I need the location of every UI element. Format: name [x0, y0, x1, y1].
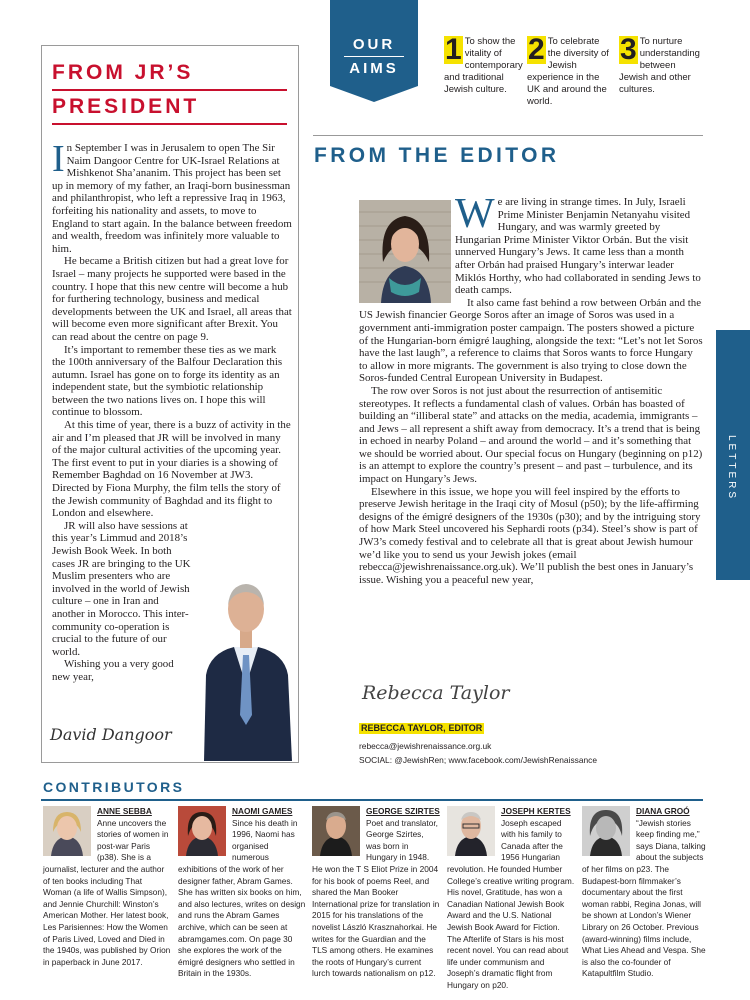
jr-paragraph-1 — [52, 138, 292, 255]
editor-paragraph-4: Elsewhere in this issue, we hope you will feel inspired by the efforts to preserve Jewish heritage in the Iraqi city of Mosul (p50); by the life-affirming designs of the émigré designers of the 1930s (p30); and by the intriguing story of how Mark Steel uncovered his Sephardi roots (p34). Steel’s show is part of JW3’s comedy festival and to celebrate all that is great about Jewish humour we’d like you to send us your Jewish jokes (email rebecca@jewishrenaissance.org.uk). We’ll publish the best ones in January’s issue. Wishing you a peaceful new year, — [359, 485, 701, 586]
jr-signature: David Dangoor — [50, 725, 172, 744]
editor-paragraph-text: e are living in strange times. In July, Israeli Prime Minister Benjamin Netanyahu visited Hungary, and was warmly greeted by Hungarian Prime Minister Viktor Orbán. But the visit unnerved Hungary’s Jews. It came less than a month after Orbán had praised Hungary’s interwar leader Miklós Horthy, who had collaborated in sending Jews to death camps. — [455, 196, 701, 297]
jr-title-line1: FROM JR’S — [52, 57, 287, 91]
jr-paragraph-5: JR will also have sessions at this year’s Limmud and 2018’s Jewish Book Week. In both cases JR are bringing to the UK Muslim presenters who are involved in the world of Jewish culture – one in Iran and another in Morocco. This inter-community co-operation is crucial to the future of our world. — [52, 519, 191, 658]
editor-social[interactable]: SOCIAL: @JewishRen; www.facebook.com/JewishRenaissance — [359, 755, 597, 765]
aim-1 — [444, 33, 526, 96]
contributor-photo — [178, 806, 226, 856]
contributor-photo — [582, 806, 630, 856]
aims-banner-line2: AIMS — [349, 60, 399, 77]
jr-president-photo — [196, 575, 296, 761]
letters-tab-label: LETTERS — [726, 435, 737, 502]
contributor-name: DIANA GROÓ — [636, 806, 690, 816]
jr-paragraph-6: Wishing you a very good new year, — [52, 658, 174, 683]
editor-paragraph-3: The row over Soros is not just about the resurrection of antisemitic stereotypes. It reflects a fundamental clash of values. Orbán has boasted of building an “illiberal state” and attacks on the media, academia, immigrants – and Jews – all represent a shift away from democracy. It’s a trend that is being in echoed in nearby Poland – and around the world – and it’s something that we should be worried about. Our special focus on Hungary (beginning on p12) is an attempt to explore the country’s present – and past – turbulence, and its impact on Hungary’s Jews. — [359, 384, 703, 486]
editor-title: FROM THE EDITOR — [314, 144, 560, 167]
editor-email[interactable]: rebecca@jewishrenaissance.org.uk — [359, 741, 492, 751]
contributor-photo — [312, 806, 360, 856]
contributor-name: GEORGE SZIRTES — [366, 806, 440, 816]
editor-name-text: REBECCA TAYLOR, — [361, 723, 446, 733]
contributor-diana-groo — [582, 806, 706, 980]
aim-text: To celebrate the diversity of Jewish experience in the UK and around the world. — [527, 36, 609, 107]
contributor-naomi-games — [178, 806, 306, 980]
contributor-bio: “Jewish stories keep finding me,” says Diana, talking about the subjects of her films on p23. The Budapest-born filmmaker’s documentary about the first woman rabbi, Regina Jonas, will be shown at London’s Wiener Library on 26 October. Previous (award-winning) films include, What Lies Ahead and Vespa. She is also the co-founder of Katapultfilm Studio. — [582, 817, 706, 979]
divider — [313, 135, 703, 136]
aim-number: 1 — [445, 33, 462, 66]
contributor-bio: Poet and translator, George Szirtes, was born in Hungary in 1948. He won the T S Eliot Prize in 2004 for his book of poems Reel, and shared the Man Booker International prize for translation in 2015 for his translations of the novelist László Krasznahorkai. He writes for the Guardian and the TLS among others. He examines the roots of Hungary’s current lurch towards nationalism on p12. — [312, 817, 440, 979]
our-aims-banner — [330, 0, 418, 86]
contributor-anne-sebba — [43, 806, 171, 968]
contributors-title: CONTRIBUTORS — [43, 779, 185, 795]
aim-2 — [527, 33, 609, 108]
contributor-bio: Joseph escaped with his family to Canada after the 1956 Hungarian revolution. He founded Humber College’s creative writing program. His novel, Gratitude, has won a Canadian National Jewish Book Award and the U.S. National Jewish Book Award for Fiction. The Afterlife of Stars is his most recent novel. You can read about life under communism and Joseph’s dramatic flight from Hungary on p20. — [447, 817, 575, 990]
contributors-divider — [41, 799, 703, 801]
letters-section-tab — [716, 330, 750, 580]
editor-name — [359, 723, 484, 734]
aim-number: 3 — [620, 33, 637, 66]
editor-paragraph-2: It also came fast behind a row between Orbán and the US Jewish financier George Soros after an image of Soros was used in a government anti-immigration poster campaign. The posters showed a picture of the Hungarian-born émigré laughing, alongside the text: “Let’s not let Soros have the last laugh”, a reference to claims that Soros wants to force Hungary to allow in more migrants. The government is also trying to close down the Soros-funded Central European University in Budapest. — [359, 296, 703, 385]
contributor-name: NAOMI GAMES — [232, 806, 293, 816]
contributor-george-szirtes — [312, 806, 440, 980]
aim-3 — [619, 33, 701, 96]
contributor-photo — [447, 806, 495, 856]
jr-paragraph-text: n September I was in Jerusalem to open The Sir Naim Dangoor Centre for UK-Israel Relations at Mishkenot Sha’ananim. This project has been set up in memory of my father, an Iraqi-born businessman and philanthropist, who left a repressive Iraq in 1963, forfeiting his nationality and assets, to move to England to start again. In the balance between freedom and wealth, freedom was infinitely more valuable to him. — [52, 142, 292, 255]
aims-banner-line1: OUR — [352, 36, 396, 53]
aim-text: To nurture understanding between Jewish and other cultures. — [619, 36, 700, 95]
jr-president-title — [52, 57, 287, 125]
contributor-name: JOSEPH KERTES — [501, 806, 571, 816]
jr-paragraph-4: At this time of year, there is a buzz of activity in the air and I’m pleased that JR will be involved in many of the major cultural activities of the upcoming year. The first event to put in your diaries is a showing of Remember Baghdad on 16 November at JW3. Directed by Fiona Murphy, the film tells the story of the Jewish community of Baghdad and its flight to London and elsewhere. — [52, 419, 291, 520]
editor-signature: Rebecca Taylor — [362, 682, 510, 704]
editor-role: EDITOR — [448, 723, 483, 733]
contributor-photo — [43, 806, 91, 856]
jr-paragraph-2: He became a British citizen but had a great love for Israel – many projects he supported were based in the country. I hope that this new centre will become a hub for furthering technology, business and medical developments between the UK and Israel, all areas that will become even more significant after Brexit. You can read about the centre on page 9. — [52, 255, 292, 343]
aim-text: To show the vitality of contemporary and traditional Jewish culture. — [444, 36, 523, 95]
contributor-bio: Anne uncovers the stories of women in post-war Paris (p38). She is a journalist, lecturer and the author of ten books including That Woman (a life of Wallis Simpson), and Jennie Churchill: Winston’s American Mother. Her latest book, Les Parisiennes: How the Women of Paris Lived, Loved and Died in the 1940s, was published by Orion in paperback in June 2017. — [43, 817, 171, 967]
editor-letter — [359, 191, 704, 586]
jr-paragraph-3: It’s important to remember these ties as we mark the 100th anniversary of the Balfour Declaration this autumn. Israel has gone on to forge its identity as an independent state, but the symbiotic relationship between the two nations lives on. I hope this will continue to blossom. — [52, 343, 283, 419]
jr-title-line2: PRESIDENT — [52, 91, 287, 125]
aim-number: 2 — [528, 33, 545, 66]
jr-dropcap: I — [52, 138, 65, 180]
contributor-bio: Since his death in 1996, Naomi has organised numerous exhibitions of the work of her designer father, Abram Games. She has written six books on him, and also lectures, writes on design and runs the Abram Games archive, which can be seen at abramgames.com. On page 30 she explores the work of the émigré designers who settled in Britain in the 1930s. — [178, 817, 306, 979]
contributor-joseph-kertes — [447, 806, 575, 992]
editor-dropcap: W — [455, 191, 495, 237]
contributor-name: ANNE SEBBA — [97, 806, 152, 816]
